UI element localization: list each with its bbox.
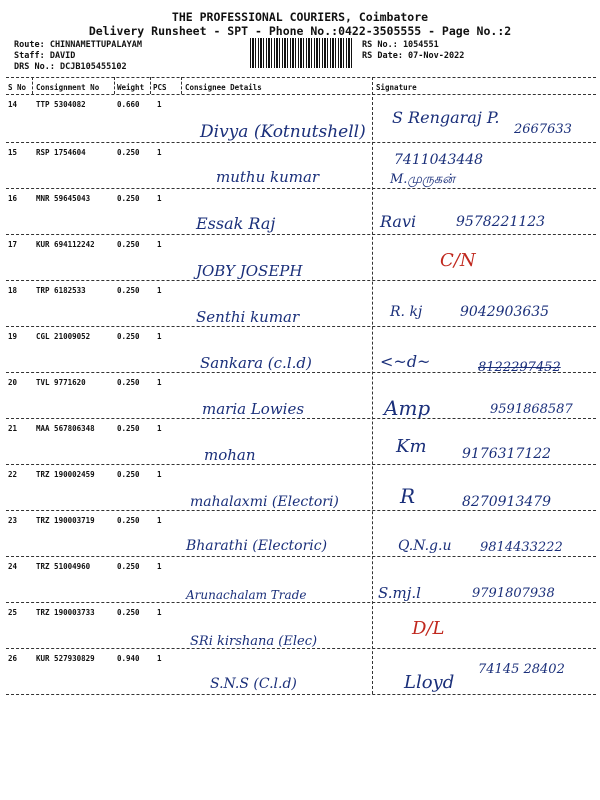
row-consignee-handwriting: Divya (Kotnutshell) bbox=[200, 122, 366, 142]
row-pcs: 1 bbox=[157, 608, 162, 617]
row-consignment-no: TRZ 190003733 bbox=[36, 608, 95, 617]
row-weight: 0.660 bbox=[117, 100, 140, 109]
row-weight: 0.250 bbox=[117, 470, 140, 479]
row-sno: 25 bbox=[8, 608, 18, 617]
row-consignment-no: TVL 9771620 bbox=[36, 378, 86, 387]
row-consignment-no: KUR 694112242 bbox=[36, 240, 95, 249]
row-consignee-handwriting: Sankara (c.l.d) bbox=[200, 354, 312, 372]
row-pcs: 1 bbox=[157, 516, 162, 525]
row-signature-handwriting: C/N bbox=[440, 250, 476, 271]
col-header-sno: S No bbox=[8, 83, 27, 92]
row-consignee-handwriting: SRi kirshana (Elec) bbox=[190, 634, 318, 649]
row-sno: 21 bbox=[8, 424, 18, 433]
col-header-pcs: PCS bbox=[153, 83, 167, 92]
row-pcs: 1 bbox=[157, 378, 162, 387]
row-consignee-handwriting: maria Lowies bbox=[202, 400, 305, 418]
row-phone-handwriting: 8270913479 bbox=[462, 494, 552, 510]
header-rule-top bbox=[6, 77, 596, 78]
row-pcs: 1 bbox=[157, 470, 162, 479]
row-weight: 0.250 bbox=[117, 516, 140, 525]
row-pcs: 1 bbox=[157, 332, 162, 341]
column-divider bbox=[150, 77, 151, 94]
row-consignee-handwriting: mahalaxmi (Electori) bbox=[190, 494, 339, 510]
rs-date: RS Date: 07-Nov-2022 bbox=[362, 51, 465, 61]
row-consignment-no: TRZ 190003719 bbox=[36, 516, 95, 525]
row-sno: 24 bbox=[8, 562, 18, 571]
row-consignee-handwriting: Essak Raj bbox=[196, 214, 276, 233]
row-divider bbox=[6, 556, 596, 557]
row-pcs: 1 bbox=[157, 654, 162, 663]
header-rule-bottom bbox=[6, 94, 596, 95]
row-pcs: 1 bbox=[157, 286, 162, 295]
row-pcs: 1 bbox=[157, 194, 162, 203]
rs-number: RS No.: 1054551 bbox=[362, 40, 439, 50]
route-label: Route: CHINNAMETTUPALAYAM bbox=[14, 40, 142, 50]
row-sno: 14 bbox=[8, 100, 18, 109]
row-sno: 26 bbox=[8, 654, 18, 663]
row-consignment-no: TRZ 51004960 bbox=[36, 562, 91, 571]
row-signature-handwriting: Km bbox=[396, 436, 427, 457]
row-divider bbox=[6, 510, 596, 511]
row-divider bbox=[6, 602, 596, 603]
row-weight: 0.250 bbox=[117, 148, 140, 157]
row-sno: 22 bbox=[8, 470, 18, 479]
row-consignment-no: TRP 6182533 bbox=[36, 286, 86, 295]
row-sno: 23 bbox=[8, 516, 18, 525]
row-signature-handwriting: Amp bbox=[384, 396, 431, 420]
row-weight: 0.250 bbox=[117, 194, 140, 203]
row-consignment-no: MAA 567806348 bbox=[36, 424, 95, 433]
row-divider bbox=[6, 464, 596, 465]
row-consignment-no: RSP 1754604 bbox=[36, 148, 86, 157]
row-pcs: 1 bbox=[157, 100, 162, 109]
row-divider bbox=[6, 188, 596, 189]
staff-label: Staff: DAVID bbox=[14, 51, 76, 61]
row-signature-handwriting: R bbox=[400, 484, 416, 508]
row-consignee-handwriting: S.N.S (C.l.d) bbox=[210, 676, 297, 692]
row-phone-handwriting: 9814433222 bbox=[480, 540, 563, 555]
col-header-consignee: Consignee Details bbox=[185, 83, 262, 92]
column-divider bbox=[32, 77, 33, 94]
row-phone-handwriting: 9591868587 bbox=[490, 402, 573, 417]
runsheet-subtitle: Delivery Runsheet - SPT - Phone No.:0422-3505555 - Page No.:2 bbox=[88, 24, 512, 38]
col-header-consignment: Consignment No bbox=[36, 83, 100, 92]
row-phone-handwriting: 2667633 bbox=[514, 122, 572, 137]
row-consignment-no: TRZ 190002459 bbox=[36, 470, 95, 479]
row-phone-handwriting: 9578221123 bbox=[456, 214, 546, 230]
row-sno: 18 bbox=[8, 286, 18, 295]
row-pcs: 1 bbox=[157, 562, 162, 571]
row-signature-handwriting: R. kj bbox=[390, 304, 423, 320]
row-signature-handwriting: M.முருகன் bbox=[390, 172, 455, 187]
row-divider bbox=[6, 418, 596, 419]
row-signature-handwriting: S Rengaraj P. bbox=[392, 108, 500, 127]
row-divider bbox=[6, 326, 596, 327]
row-consignee-handwriting: Arunachalam Trade bbox=[186, 588, 307, 602]
row-sno: 15 bbox=[8, 148, 18, 157]
row-weight: 0.250 bbox=[117, 608, 140, 617]
row-phone-handwriting: 7411043448 bbox=[394, 152, 484, 168]
row-phone-handwriting: 9042903635 bbox=[460, 304, 550, 320]
row-signature-handwriting: S.mj.l bbox=[378, 584, 421, 602]
row-consignment-no: CGL 21009052 bbox=[36, 332, 91, 341]
row-signature-handwriting: D/L bbox=[412, 618, 445, 639]
row-divider bbox=[6, 234, 596, 235]
row-divider bbox=[6, 280, 596, 281]
barcode-image bbox=[250, 38, 354, 68]
row-sno: 19 bbox=[8, 332, 18, 341]
row-divider bbox=[6, 648, 596, 649]
row-phone-handwriting: 9791807938 bbox=[472, 586, 555, 601]
row-pcs: 1 bbox=[157, 424, 162, 433]
row-signature-handwriting: Ravi bbox=[380, 212, 417, 231]
drs-number: DRS No.: DCJB105455102 bbox=[14, 62, 127, 72]
row-sno: 17 bbox=[8, 240, 18, 249]
row-phone-handwriting: 8122297452 bbox=[478, 360, 561, 375]
row-consignment-no: TTP 5304082 bbox=[36, 100, 86, 109]
row-divider bbox=[6, 372, 596, 373]
column-divider bbox=[114, 77, 115, 94]
row-phone-handwriting: 9176317122 bbox=[462, 446, 552, 462]
row-sno: 16 bbox=[8, 194, 18, 203]
row-weight: 0.250 bbox=[117, 286, 140, 295]
row-signature-handwriting: Lloyd bbox=[404, 672, 455, 693]
row-consignee-handwriting: mohan bbox=[204, 446, 256, 464]
row-sno: 20 bbox=[8, 378, 18, 387]
row-divider bbox=[6, 694, 596, 695]
row-consignment-no: KUR 527930829 bbox=[36, 654, 95, 663]
row-divider bbox=[6, 142, 596, 143]
row-signature-handwriting: Q.N.g.u bbox=[398, 538, 452, 554]
row-consignment-no: MNR 59645043 bbox=[36, 194, 91, 203]
row-weight: 0.250 bbox=[117, 240, 140, 249]
row-weight: 0.940 bbox=[117, 654, 140, 663]
row-signature-handwriting: <~d~ bbox=[380, 352, 431, 371]
column-divider bbox=[181, 77, 182, 94]
row-weight: 0.250 bbox=[117, 424, 140, 433]
row-consignee-handwriting: Senthi kumar bbox=[196, 308, 300, 326]
col-header-weight: Weight bbox=[117, 83, 145, 92]
row-pcs: 1 bbox=[157, 240, 162, 249]
row-consignee-handwriting: Bharathi (Electoric) bbox=[186, 538, 328, 554]
row-weight: 0.250 bbox=[117, 562, 140, 571]
row-phone-handwriting: 74145 28402 bbox=[478, 662, 565, 677]
row-consignee-handwriting: JOBY JOSEPH bbox=[196, 262, 303, 280]
row-pcs: 1 bbox=[157, 148, 162, 157]
row-weight: 0.250 bbox=[117, 378, 140, 387]
row-weight: 0.250 bbox=[117, 332, 140, 341]
col-header-signature: Signature bbox=[376, 83, 417, 92]
row-consignee-handwriting: muthu kumar bbox=[216, 168, 320, 186]
runsheet-title: THE PROFESSIONAL COURIERS, Coimbatore bbox=[171, 10, 429, 24]
